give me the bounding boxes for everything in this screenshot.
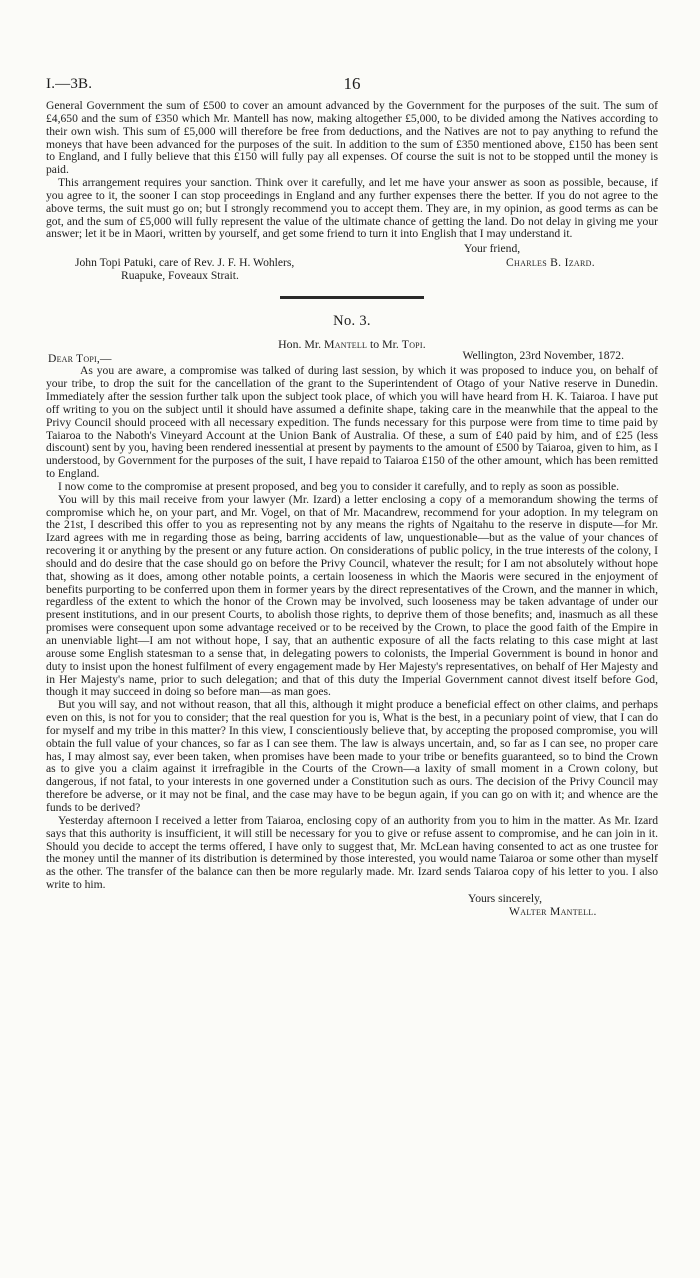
document-page (46, 76, 658, 920)
letter-mantell-body (46, 365, 658, 892)
signature: Charles B. Izard. (506, 256, 595, 270)
address-line: John Topi Patuki, care of Rev. J. F. H. Wohlers, (75, 256, 295, 270)
closing-line: Your friend, (464, 242, 521, 256)
signature: Walter Mantell. (509, 904, 597, 918)
section-divider (280, 296, 424, 299)
letter-mantell-closing (46, 892, 658, 920)
closing-line: Yours sincerely, (468, 891, 543, 905)
route-to: Topi. (401, 337, 426, 352)
dateline: Wellington, 23rd November, 1872. (462, 349, 624, 363)
paragraph: As you are aware, a compromise was talked of during last session, by which it was proposed to induce you, on behalf of your tribe, to drop the suit for the cancellation of the grant to the Superintendent of Otago of your Native reserve in Dunedin. Immediately after the session further talk upon the subject took place, of which you will have heard from H. K. Taiaroa. I have put off writing to you on the subject until it should have assumed a definite shape, taking care in the meanwhile that the appeal to the Privy Council should proceed with all necessary expedition. The funds necessary for this purpose were from time to time paid by Taiaroa to the Naboth's Vineyard Account at the Union Bank of Australia. Of these, a sum of £40 paid by him, and of £25 (less discount) sent by you, having been rendered inessential at present by payments to the amount of £500 by Taiaroa, given to him, as I understood, by Government for the purposes of the suit, I have repaid to Taiaroa £150 of the other amount, which has been remitted to England. (46, 364, 658, 481)
route-from: Mantell (324, 337, 368, 352)
paragraph: But you will say, and not without reason, that all this, although it might produce a beneficial effect on other claims, and perhaps even on this, is not for you to consider; that the real question for you is, What is the best, in a pecuniary point of view, that I can do for myself and my tribe in this matter? In this view, I conscientiously believe that, by accepting the proposed compromise, you will obtain the full value of your chances, so far as I can see them. The law is always uncertain, and, so far as I can see, no proper care has, I may almost say, ever been taken, when promises have been made to your tribe or benefits guaranteed, so to bind the Crown as to give you a claim against it irrefragible in the Courts of the Crown—a laxity of small moment in a Crown colony, but dangerous, if not fatal, to your interests in one governed under a Constitution such as ours. The decision of the Privy Council may therefore be adverse, or it may not be final, and the case may have to be begun again, if you can go on with it; and whence are the funds to be derived? (46, 698, 658, 814)
paper-reference: I.—3B. (46, 76, 93, 92)
address-line: Ruapuke, Foveaux Strait. (121, 269, 239, 283)
paragraph: General Government the sum of £500 to cover an amount advanced by the Government for the purposes of the suit. The sum of £4,650 and the sum of £350 which Mr. Mantell has now, making altogether £5,000, to be divided among the Natives according to their own wish. This sum of £5,000 will therefore be free from deductions, and the Natives are not to pay anything to refund the moneys that have been advanced for the purposes of the suit. In addition to the sum of £350 mentioned above, £150 has been sent to England, and I fully believe that this £150 will fully pay all expenses. Of course the suit is not to be stopped until the money is paid. (46, 99, 658, 177)
letter-number: No. 3. (333, 313, 371, 330)
paragraph: I now come to the compromise at present proposed, and beg you to consider it carefully, and to reply as soon as possible. (58, 479, 620, 493)
letter-izard-closing (46, 242, 658, 282)
route-prefix: Hon. Mr. (278, 337, 322, 352)
route-mid: to Mr. (370, 337, 399, 352)
page-header (46, 76, 658, 100)
paragraph: You will by this mail receive from your lawyer (Mr. Izard) a letter enclosing a copy of a memorandum showing the terms of compromise which he, on your part, and Mr. Vogel, on that of Mr. Macandrew, recommend for your adoption. In my telegram on the 21st, I described this offer to you as representing not by any means the rights of Ngaitahu to the reserve in dispute—for Mr. Izard agrees with me in regarding those as being, barring accidents of law, unquestionable—but as the value of your chances of recovering it or anything by the present or any future action. On considerations of public policy, in the true interests of the colony, I should and do desire that the case should go on before the Privy Council, whatever the result; for I am not absolutely without hope that, showing as it does, among other notable points, a certain looseness in which the Maoris were secured in the enjoyment of benefits purporting to be conferred upon them in former years by the direct representatives of the Crown, and the manner in which, regardless of the extent to which the honor of the Crown may be involved, such looseness may be taken advantage of under our present institutions, and in our present Courts, to abolish those rights, to deprive them of those benefits; and, inasmuch as all these promises were consequent upon some advantage received or to be received by the Crown, to place the good faith of the Empire in an unenviable light—I am not without hope, I say, that an authentic exposure of all the facts relating to this case might at last arouse some English statesman to a sense that, in delegating powers to colonists, the Imperial Government is bound in honor and duty to insist upon the honest fulfilment of every engagement made by Her Majesty's representatives, on behalf of Her Majesty and in Her Majesty's name, prior to such delegation; and that of this duty the Imperial Government cannot divest itself before God, though it may succeed in doing so before man—as man goes. (46, 492, 658, 699)
paragraph: Yesterday afternoon I received a letter from Taiaroa, enclosing copy of an authority from you to him in the matter. As Mr. Izard says that this authority is insufficient, it will still be necessary for you to give or refuse assent to compromise, and he can join in it. Should you decide to accept the terms offered, I have only to suggest that, Mr. McLean having consented to act as one trustee for the money until the manner of its distribution is determined by those interested, you would name Taiaroa or some other than myself as the other. The transfer of the balance can then be more regularly made. Mr. Izard sends Taiaroa copy of his letter to you. I also write to him. (46, 813, 658, 892)
salutation-row (46, 349, 658, 366)
letter-izard-body (46, 100, 658, 241)
paragraph: This arrangement requires your sanction. Think over it carefully, and let me have your answer as soon as possible, because, if you agree to it, the sooner I can stop proceedings in England and any further expenses there the better. If you do not agree to the above terms, the suit must go on; but I strongly recommend you to accept them. They are, in my opinion, as good terms as can be got, and the sum of £5,000 will fully represent the value of the ultimate chance of getting the land. Do not delay in giving me your answer; let it be in Maori, written by yourself, and get some friend to turn it into English that I may understand it. (46, 176, 658, 241)
salutation: Dear Topi,— (48, 352, 112, 366)
page-number: 16 (343, 74, 361, 93)
